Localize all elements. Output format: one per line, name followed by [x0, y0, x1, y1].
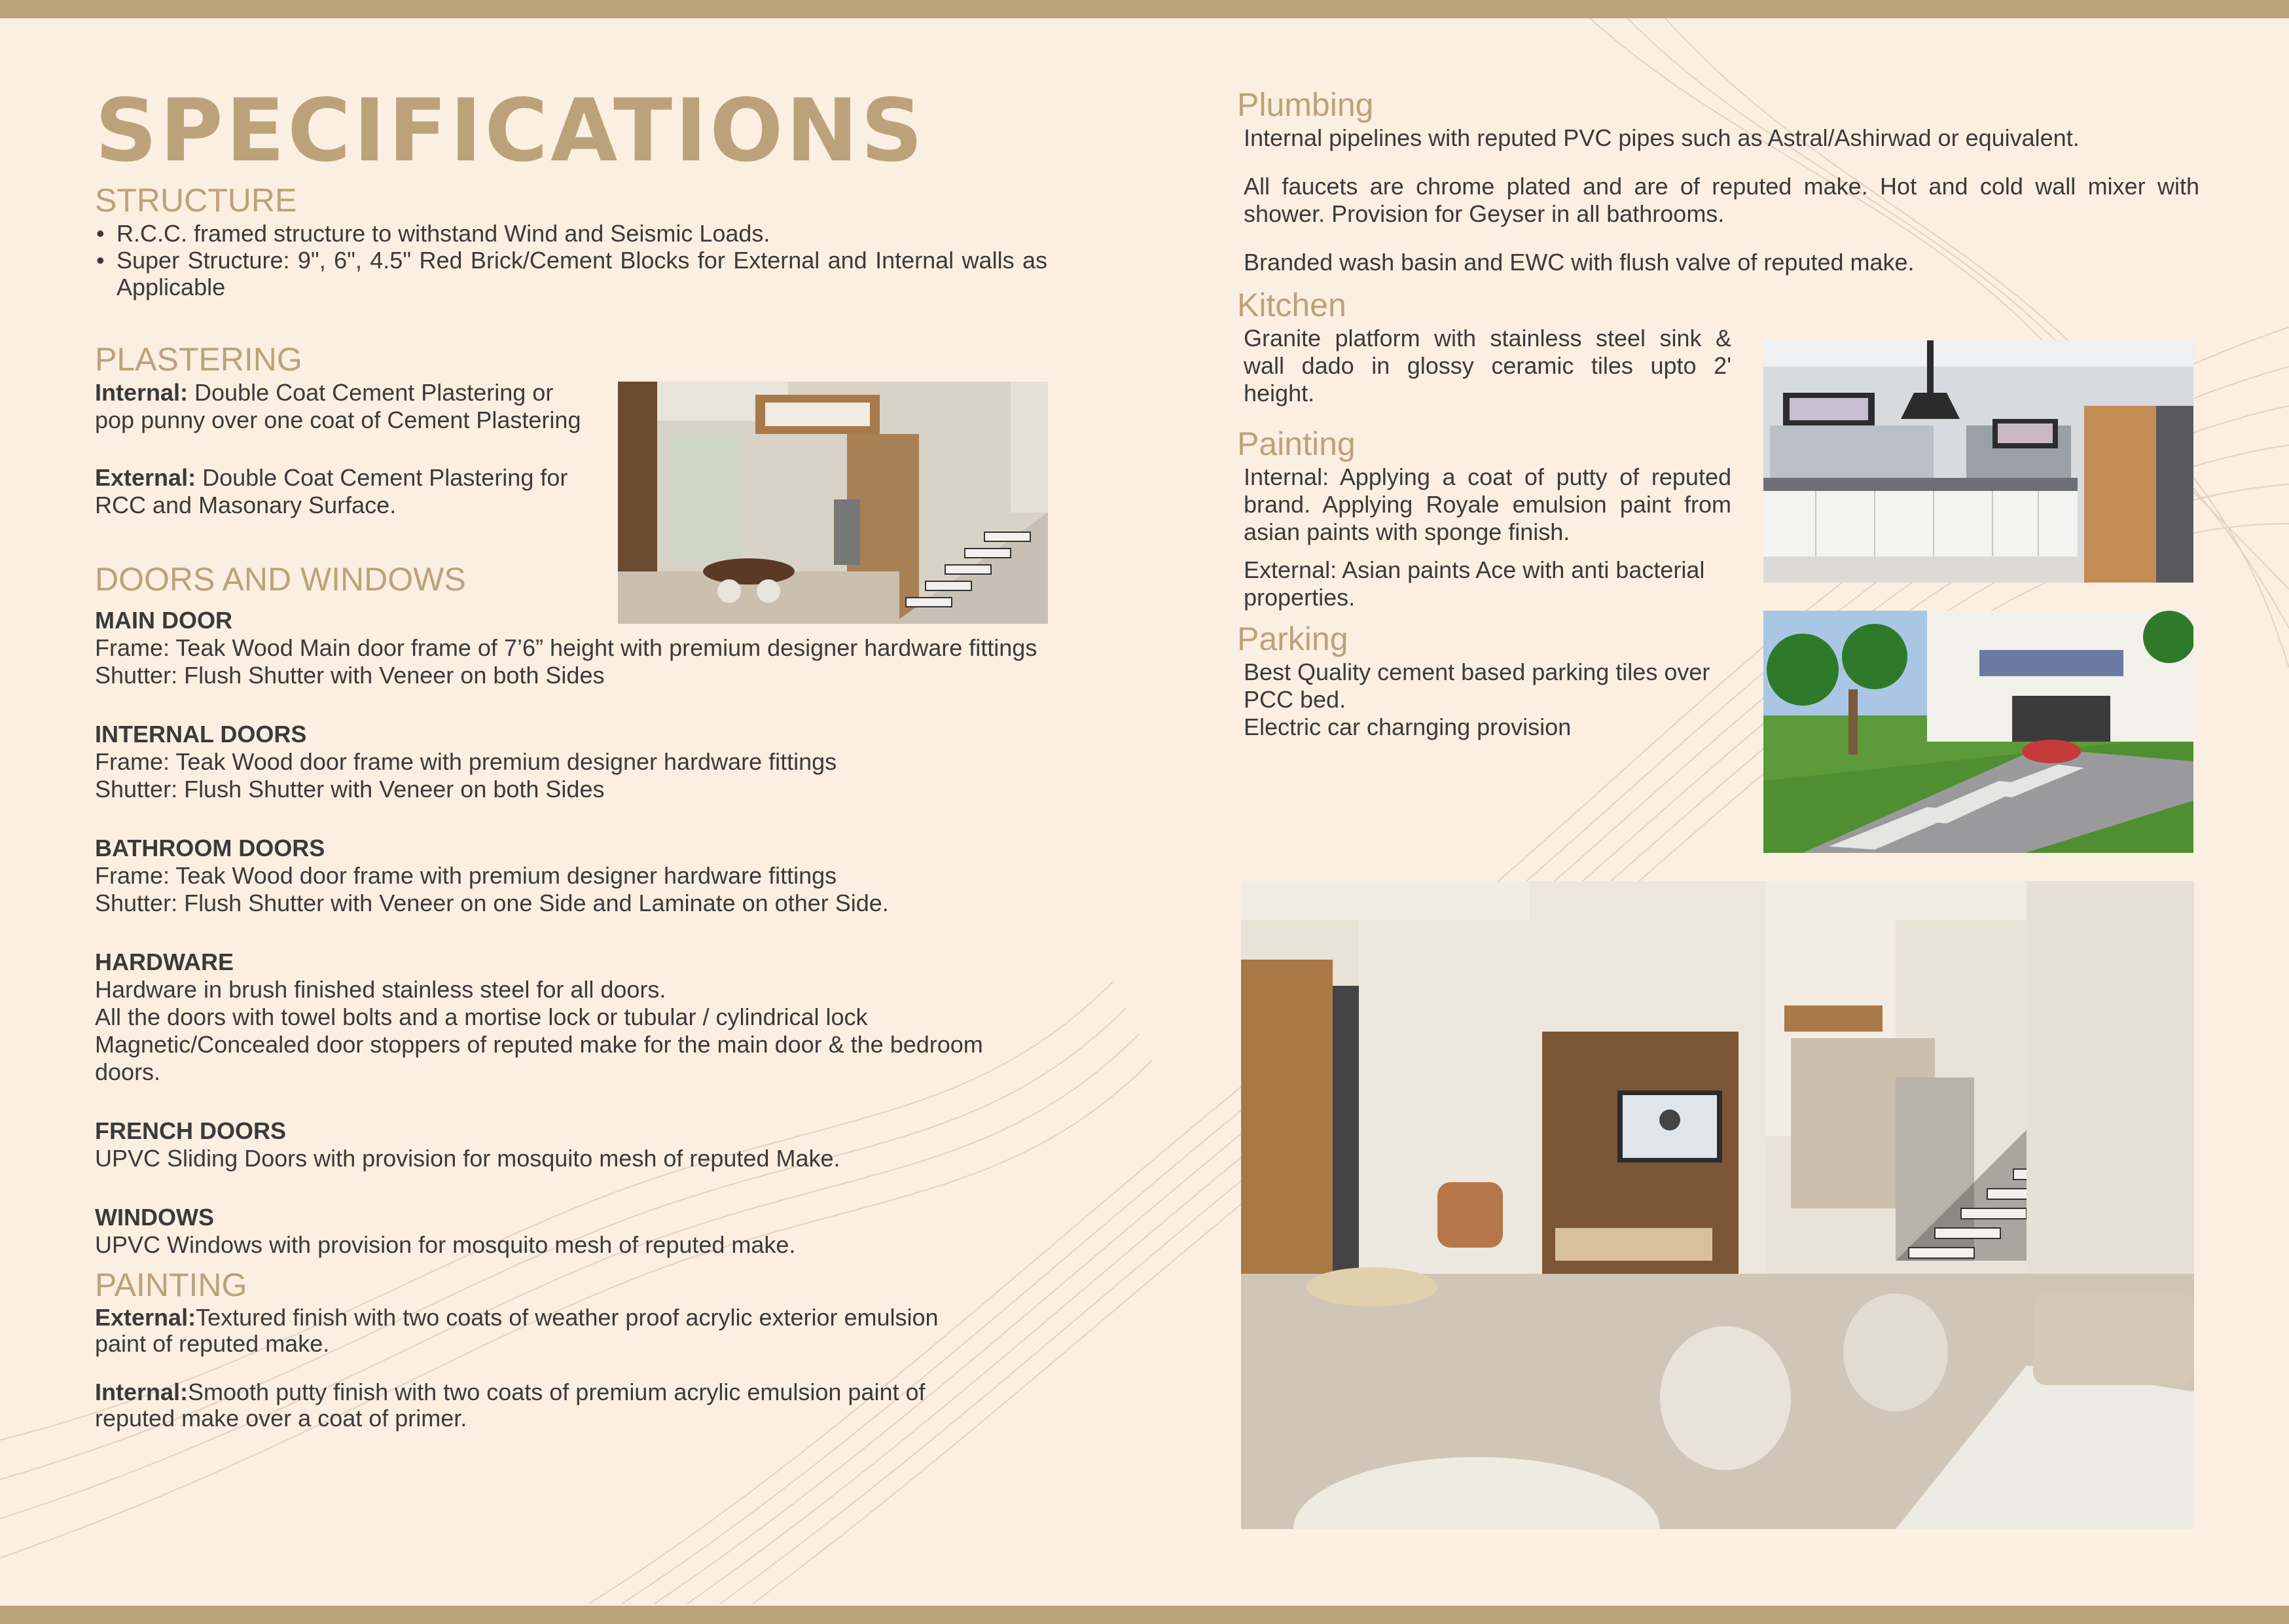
parking-line: Best Quality cement based parking tiles over PCC bed.: [1244, 659, 1710, 713]
living-room-image: [1241, 881, 2194, 1529]
top-band: [0, 0, 2289, 18]
windows-text: UPVC Windows with provision for mosquito mesh of reputed make.: [95, 1231, 796, 1258]
main-door-label: MAIN DOOR: [95, 607, 232, 634]
bathroom-doors-shutter: Shutter: Flush Shutter with Veneer on one Side and Laminate on other Side.: [95, 890, 889, 916]
external-text: Textured finish with two coats of weather proof acrylic exterior emulsion paint of reputed make.: [95, 1304, 939, 1357]
parking-image: [1763, 611, 2193, 853]
hardware-line: All the doors with towel bolts and a mortise lock or tubular / cylindrical lock: [95, 1003, 868, 1030]
painting-right-external: External: Asian paints Ace with anti bacterial properties.: [1244, 556, 1705, 611]
page-title: SPECIFICATIONS: [95, 81, 926, 181]
external-label: External:: [95, 464, 196, 491]
plumbing-text: [1244, 124, 2199, 276]
french-doors-label: FRENCH DOORS: [95, 1117, 287, 1144]
parking-text: [1244, 659, 1731, 741]
doors-section: [95, 607, 1047, 1259]
kitchen-heading: Kitchen: [1237, 287, 1346, 323]
main-door-shutter: Shutter: Flush Shutter with Veneer on both Sides: [95, 662, 605, 689]
bottom-band: [0, 1606, 2289, 1624]
hardware-line: Magnetic/Concealed door stoppers of reputed make for the main door & the bedroom doors.: [95, 1031, 983, 1085]
internal-doors-shutter: Shutter: Flush Shutter with Veneer on both Sides: [95, 776, 605, 803]
plumbing-p1: Internal pipelines with reputed PVC pipes such as Astral/Ashirwad or equivalent.: [1244, 124, 2080, 151]
painting-heading: PAINTING: [95, 1267, 247, 1303]
plastering-internal: [95, 379, 583, 434]
left-column: [95, 79, 1047, 1432]
internal-label: Internal:: [95, 1379, 189, 1405]
plastering-external: [95, 464, 583, 519]
structure-heading: STRUCTURE: [95, 182, 297, 219]
internal-doors-label: INTERNAL DOORS: [95, 721, 307, 748]
hardware-label: HARDWARE: [95, 948, 234, 975]
plumbing-p3: Branded wash basin and EWC with flush valve of reputed make.: [1244, 249, 1915, 276]
kitchen-image: [1763, 340, 2193, 583]
external-label: External:: [95, 1304, 196, 1331]
external-text: Double Coat Cement Plastering for RCC and Masonary Surface.: [95, 464, 568, 518]
painting-internal: [95, 1379, 965, 1432]
main-door-frame: Frame: Teak Wood Main door frame of 7’6” height with premium designer hardware fittings: [95, 634, 1037, 661]
bathroom-doors-frame: Frame: Teak Wood door frame with premium designer hardware fittings: [95, 862, 837, 889]
painting-right-heading: Painting: [1237, 425, 1356, 462]
french-doors-text: UPVC Sliding Doors with provision for mosquito mesh of reputed Make.: [95, 1145, 840, 1172]
painting-external: [95, 1305, 965, 1357]
interior-stairs-image: [618, 382, 1048, 624]
kitchen-desc: Granite platform with stainless steel sink & wall dado in glossy ceramic tiles upto 2' height.: [1244, 325, 1731, 406]
list-item: • Super Structure: 9", 6", 4.5" Red Brick/Cement Blocks for External and Internal walls as Applicable: [95, 247, 1047, 300]
plumbing-p2: All faucets are chrome plated and are of reputed make. Hot and cold wall mixer with shower. Provision for Geyser in all bathrooms.: [1244, 173, 2199, 227]
internal-text: Smooth putty finish with two coats of premium acrylic emulsion paint of reputed make over a coat of primer.: [95, 1379, 926, 1432]
hardware-line: Hardware in brush finished stainless steel for all doors.: [95, 976, 666, 1003]
windows-label: WINDOWS: [95, 1204, 214, 1231]
plumbing-heading: Plumbing: [1237, 86, 1374, 123]
internal-doors-frame: Frame: Teak Wood door frame with premium designer hardware fittings: [95, 748, 837, 775]
plastering-heading: PLASTERING: [95, 341, 302, 378]
bathroom-doors-label: BATHROOM DOORS: [95, 835, 325, 861]
painting-right-internal: Internal: Applying a coat of putty of reputed brand. Applying Royale emulsion paint from asian paints with sponge finish.: [1244, 463, 1731, 545]
parking-line: Electric car charnging provision: [1244, 713, 1572, 740]
plastering-text: [95, 379, 583, 519]
painting-right-text: [1244, 463, 1731, 611]
parking-heading: Parking: [1237, 621, 1348, 657]
painting-left-text: [95, 1305, 965, 1432]
internal-text: Double Coat Cement Plastering or pop punny over one coat of Cement Plastering: [95, 379, 581, 433]
kitchen-text: [1244, 325, 1731, 407]
structure-list: [95, 220, 1047, 300]
list-item: • R.C.C. framed structure to withstand Wind and Seismic Loads.: [95, 220, 1047, 247]
doors-heading: DOORS AND WINDOWS: [95, 561, 466, 598]
internal-label: Internal:: [95, 379, 189, 406]
